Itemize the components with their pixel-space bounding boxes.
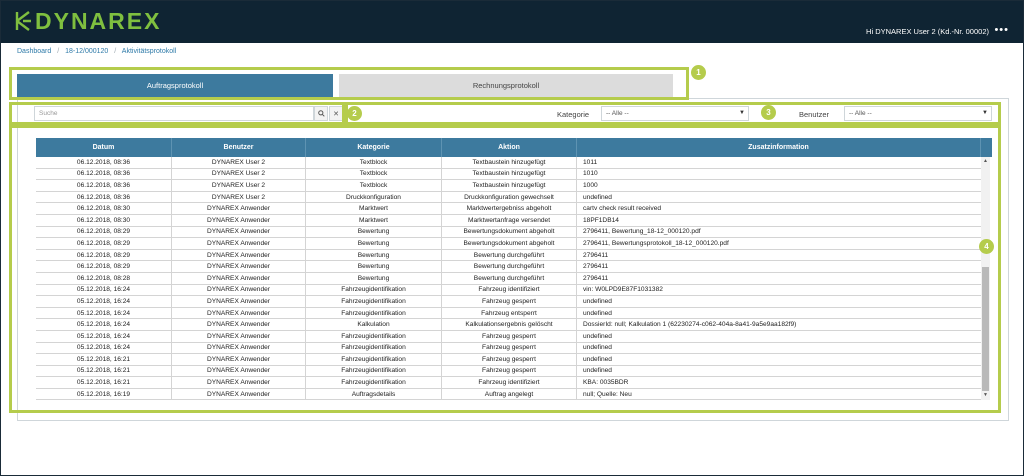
cell-benutzer: DYNAREX Anwender [172, 354, 306, 365]
cell-benutzer: DYNAREX Anwender [172, 343, 306, 354]
cell-zusatzinformation: undefined [583, 355, 612, 363]
cell-aktion: Druckkonfiguration gewechselt [442, 192, 577, 203]
cell-benutzer: DYNAREX Anwender [172, 331, 306, 342]
category-select-value: -- Alle -- [606, 110, 629, 117]
cell-kategorie: Fahrzeugidentifikation [306, 296, 442, 307]
cell-datum: 05.12.2018, 16:24 [36, 308, 172, 319]
scroll-up-icon[interactable]: ▲ [983, 158, 988, 164]
cell-kategorie: Textblock [306, 169, 442, 180]
cell-datum: 06.12.2018, 08:29 [36, 227, 172, 238]
cell-aktion: Textbaustein hinzugefügt [442, 180, 577, 191]
annotation-badge-2: 2 [347, 106, 362, 121]
cell-datum: 06.12.2018, 08:36 [36, 192, 172, 203]
cell-datum: 06.12.2018, 08:29 [36, 250, 172, 261]
more-menu-icon[interactable]: ••• [994, 24, 1009, 36]
cell-zusatzinformation: undefined [583, 332, 612, 340]
cell-benutzer: DYNAREX Anwender [172, 319, 306, 330]
cell-zusatzinformation: DossierId: null; Kalkulation 1 (62230274-c062-404a-8a41-9a5e9aa182f9) [583, 321, 797, 329]
cell-aktion: Fahrzeug gesperrt [442, 343, 577, 354]
breadcrumb-separator: / [114, 48, 117, 55]
column-header-benutzer[interactable]: Benutzer [172, 138, 306, 157]
cell-aktion: Fahrzeug gesperrt [442, 296, 577, 307]
cell-benutzer: DYNAREX User 2 [172, 180, 306, 191]
cell-zusatzinformation: null; Quelle: Neu [583, 390, 632, 398]
cell-aktion: Marktwertanfrage versendet [442, 215, 577, 226]
annotation-box-4 [9, 125, 1001, 413]
cell-aktion: Textbaustein hinzugefügt [442, 157, 577, 168]
cell-kategorie: Auftragsdetails [306, 389, 442, 400]
logo-mark-icon [15, 10, 33, 32]
cell-aktion: Fahrzeug entsperrt [442, 308, 577, 319]
cell-kategorie: Marktwert [306, 203, 442, 214]
cell-aktion: Bewertungsdokument abgeholt [442, 227, 577, 238]
cell-kategorie: Bewertung [306, 250, 442, 261]
cell-aktion: Fahrzeug identifiziert [442, 377, 577, 388]
cell-aktion: Kalkulationsergebnis gelöscht [442, 319, 577, 330]
close-icon[interactable]: ✕ [329, 106, 343, 121]
cell-zusatzinformation: cartv check result received [583, 205, 662, 213]
category-label: Kategorie [557, 110, 590, 119]
cell-kategorie: Kalkulation [306, 319, 442, 330]
cell-kategorie: Fahrzeugidentifikation [306, 377, 442, 388]
cell-kategorie: Fahrzeugidentifikation [306, 366, 442, 377]
cell-datum: 05.12.2018, 16:19 [36, 389, 172, 400]
user-select-value: -- Alle -- [849, 110, 872, 117]
scroll-down-icon[interactable]: ▼ [983, 392, 988, 398]
cell-datum: 05.12.2018, 16:24 [36, 319, 172, 330]
breadcrumb-separator: / [57, 48, 60, 55]
cell-kategorie: Textblock [306, 157, 442, 168]
cell-benutzer: DYNAREX Anwender [172, 261, 306, 272]
cell-zusatzinformation: 2796411 [583, 274, 609, 282]
breadcrumb-order[interactable]: 18-12/000120 [65, 48, 109, 55]
cell-kategorie: Fahrzeugidentifikation [306, 343, 442, 354]
cell-datum: 06.12.2018, 08:36 [36, 157, 172, 168]
breadcrumb [17, 48, 176, 55]
cell-benutzer: DYNAREX Anwender [172, 203, 306, 214]
cell-aktion: Auftrag angelegt [442, 389, 577, 400]
cell-aktion: Fahrzeug identifiziert [442, 285, 577, 296]
cell-datum: 06.12.2018, 08:30 [36, 215, 172, 226]
tab-auftragsprotokoll[interactable]: Auftragsprotokoll [17, 74, 333, 97]
cell-aktion: Fahrzeug gesperrt [442, 354, 577, 365]
cell-benutzer: DYNAREX Anwender [172, 238, 306, 249]
cell-kategorie: Textblock [306, 180, 442, 191]
cell-benutzer: DYNAREX Anwender [172, 389, 306, 400]
dynarex-logo[interactable] [15, 7, 161, 35]
annotation-badge-1: 1 [691, 65, 706, 80]
cell-zusatzinformation: 18PF1DB14 [583, 216, 619, 224]
breadcrumb-dashboard[interactable]: Dashboard [17, 48, 52, 55]
cell-zusatzinformation: undefined [583, 309, 612, 317]
cell-datum: 06.12.2018, 08:36 [36, 180, 172, 191]
cell-benutzer: DYNAREX Anwender [172, 250, 306, 261]
cell-zusatzinformation: 1011 [583, 158, 598, 166]
cell-zusatzinformation: 2796411, Bewertungsprotokoll_18-12_000120.pdf [583, 239, 729, 247]
cell-aktion: Fahrzeug gesperrt [442, 366, 577, 377]
cell-benutzer: DYNAREX Anwender [172, 377, 306, 388]
annotation-badge-4: 4 [979, 239, 994, 254]
column-header-zusatzinformation[interactable]: Zusatzinformation [577, 138, 981, 157]
column-header-aktion[interactable]: Aktion [442, 138, 577, 157]
cell-zusatzinformation: KBA: 0035BDR [583, 379, 629, 387]
chevron-down-icon: ▼ [982, 110, 988, 116]
cell-zusatzinformation: 2796411, Bewertung_18-12_000120.pdf [583, 228, 701, 236]
cell-aktion: Bewertung durchgeführt [442, 250, 577, 261]
cell-zusatzinformation: vin: W0LPD9E87F1031382 [583, 286, 663, 294]
cell-aktion: Marktwertergebniss abgeholt [442, 203, 577, 214]
cell-kategorie: Druckkonfiguration [306, 192, 442, 203]
cell-kategorie: Fahrzeugidentifikation [306, 285, 442, 296]
cell-datum: 05.12.2018, 16:21 [36, 366, 172, 377]
cell-benutzer: DYNAREX Anwender [172, 308, 306, 319]
column-header-datum[interactable]: Datum [36, 138, 172, 157]
cell-benutzer: DYNAREX Anwender [172, 366, 306, 377]
cell-datum: 06.12.2018, 08:28 [36, 273, 172, 284]
user-greeting[interactable]: Hi DYNAREX User 2 (Kd.-Nr. 00002) [866, 27, 989, 36]
cell-benutzer: DYNAREX User 2 [172, 169, 306, 180]
chevron-down-icon: ▼ [739, 110, 745, 116]
cell-benutzer: DYNAREX Anwender [172, 215, 306, 226]
cell-benutzer: DYNAREX User 2 [172, 157, 306, 168]
cell-zusatzinformation: undefined [583, 367, 612, 375]
cell-datum: 05.12.2018, 16:24 [36, 343, 172, 354]
cell-datum: 06.12.2018, 08:29 [36, 261, 172, 272]
logo-text: DYNAREX [35, 7, 162, 34]
cell-datum: 05.12.2018, 16:24 [36, 285, 172, 296]
cell-aktion: Fahrzeug gesperrt [442, 331, 577, 342]
cell-benutzer: DYNAREX User 2 [172, 192, 306, 203]
cell-aktion: Bewertung durchgeführt [442, 261, 577, 272]
search-input[interactable]: Suche [34, 106, 314, 121]
tab-rechnungsprotokoll[interactable]: Rechnungsprotokoll [339, 74, 673, 97]
cell-zusatzinformation: 2796411 [583, 263, 609, 271]
top-navbar [1, 1, 1023, 43]
cell-kategorie: Fahrzeugidentifikation [306, 331, 442, 342]
cell-kategorie: Fahrzeugidentifikation [306, 354, 442, 365]
cell-zusatzinformation: 1000 [583, 181, 598, 189]
cell-kategorie: Bewertung [306, 238, 442, 249]
cell-kategorie: Bewertung [306, 273, 442, 284]
cell-benutzer: DYNAREX Anwender [172, 227, 306, 238]
annotation-box-2 [9, 102, 345, 125]
cell-datum: 06.12.2018, 08:30 [36, 203, 172, 214]
cell-zusatzinformation: undefined [583, 344, 612, 352]
annotation-box-3 [345, 102, 1001, 125]
user-label: Benutzer [799, 110, 830, 119]
cell-benutzer: DYNAREX Anwender [172, 285, 306, 296]
cell-kategorie: Bewertung [306, 261, 442, 272]
breadcrumb-current[interactable]: Aktivitätsprotokoll [121, 48, 177, 55]
cell-aktion: Bewertung durchgeführt [442, 273, 577, 284]
cell-datum: 05.12.2018, 16:24 [36, 331, 172, 342]
cell-datum: 06.12.2018, 08:36 [36, 169, 172, 180]
column-header-kategorie[interactable]: Kategorie [306, 138, 442, 157]
cell-aktion: Bewertungsdokument abgeholt [442, 238, 577, 249]
cell-benutzer: DYNAREX Anwender [172, 296, 306, 307]
cell-zusatzinformation: undefined [583, 193, 612, 201]
cell-kategorie: Fahrzeugidentifikation [306, 308, 442, 319]
annotation-box-1 [9, 67, 689, 100]
cell-kategorie: Marktwert [306, 215, 442, 226]
cell-benutzer: DYNAREX Anwender [172, 273, 306, 284]
cell-zusatzinformation: 2796411 [583, 251, 609, 259]
cell-datum: 05.12.2018, 16:21 [36, 377, 172, 388]
cell-datum: 05.12.2018, 16:21 [36, 354, 172, 365]
cell-kategorie: Bewertung [306, 227, 442, 238]
annotation-badge-3: 3 [761, 105, 776, 120]
cell-aktion: Textbaustein hinzugefügt [442, 169, 577, 180]
cell-zusatzinformation: undefined [583, 297, 612, 305]
cell-zusatzinformation: 1010 [583, 170, 598, 178]
cell-datum: 05.12.2018, 16:24 [36, 296, 172, 307]
cell-datum: 06.12.2018, 08:29 [36, 238, 172, 249]
